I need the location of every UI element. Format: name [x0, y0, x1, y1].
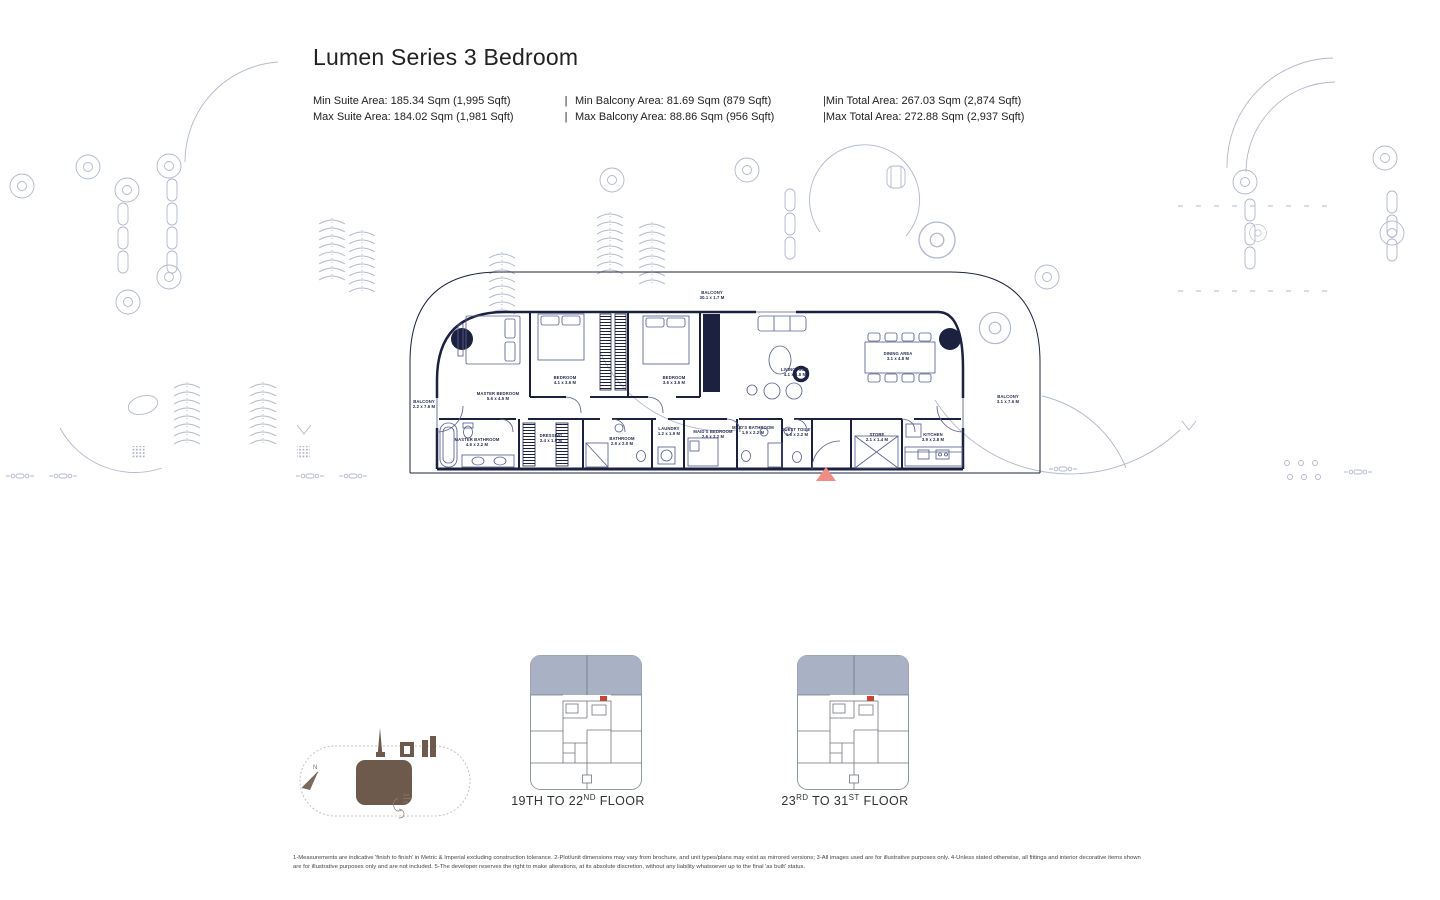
svg-text:LAUNDRY1.2 x 1.9 M: LAUNDRY 1.2 x 1.9 M [657, 426, 681, 436]
disclaimer-text: 1-Measurements are indicative 'finish to finish' in Metric & Imperial excluding construction tolerance. 2-Plot/unit dimensions may vary from brochure, and unit types/plans may exist as mirrored versions; 3-All images used are for illustrative purposes only. 4-Unless stated otherwise, all fittings and interior decorative items shown are for illustrative purposes only and are not included. 5-The developer reserves the right to make alterations, at its absolute discretion, without any liability whatsoever up to the final 'as built' status. [293, 855, 1141, 871]
column [939, 328, 961, 350]
svg-text:LIVING AREA4.1 x 4.8 M: LIVING AREA 4.1 x 4.8 M [780, 367, 810, 377]
landscape-decor [6, 58, 1404, 480]
north-arrow-icon [302, 765, 318, 790]
svg-text:BATHROOM2.9 x 2.0 M: BATHROOM 2.9 x 2.0 M [609, 436, 635, 446]
svg-text:BALCONY3.1 x 7.6 M: BALCONY 3.1 x 7.6 M [996, 394, 1020, 404]
spec-divider: | [564, 95, 568, 107]
page-title: Lumen Series 3 Bedroom [313, 44, 579, 70]
floor-range-label-2: 23RD TO 31ST FLOOR [781, 793, 909, 809]
svg-text:BEDROOM4.1 x 3.6 M: BEDROOM 4.1 x 3.6 M [553, 375, 577, 385]
floor-plan [410, 272, 1040, 481]
tv-wall-block [703, 314, 720, 392]
floor-range-label-1: 19TH TO 22ND FLOOR [511, 793, 645, 809]
highlight-band [531, 656, 642, 696]
min-total-area: |Min Total Area: 267.03 Sqm (2,874 Sqft) [823, 95, 1022, 107]
column [451, 328, 473, 350]
svg-text:DRESSING2.4 x 1.9 M: DRESSING 2.4 x 1.9 M [539, 433, 563, 443]
svg-text:KITCHEN3.9 x 2.8 M: KITCHEN 3.9 x 2.8 M [921, 432, 945, 442]
svg-text:MASTER BATHROOM4.6 x 2.2 M: MASTER BATHROOM 4.6 x 2.2 M [454, 437, 500, 447]
unit-location-marker [600, 696, 607, 701]
svg-text:BEDROOM3.6 x 3.5 M: BEDROOM 3.6 x 3.5 M [662, 375, 686, 385]
min-balcony-area: Min Balcony Area: 81.69 Sqm (879 Sqft) [575, 95, 772, 107]
highlight-band [798, 656, 909, 696]
spec-divider: | [564, 111, 568, 123]
skyline-icon [376, 728, 436, 757]
site-plan [300, 728, 470, 818]
unit-location-marker [867, 696, 874, 701]
max-balcony-area: Max Balcony Area: 88.86 Sqm (956 Sqft) [575, 111, 775, 123]
svg-text:BALCONY2.2 x 7.6 M: BALCONY 2.2 x 7.6 M [412, 399, 436, 409]
svg-text:STORE2.1 x 1.4 M: STORE 2.1 x 1.4 M [865, 432, 889, 442]
svg-text:MAID'S BEDROOM2.6 x 3.2 M: MAID'S BEDROOM 2.6 x 3.2 M [693, 429, 733, 439]
svg-text:GUEST TOILET1.6 x 2.2 M: GUEST TOILET 1.6 x 2.2 M [781, 427, 813, 437]
max-total-area: |Max Total Area: 272.88 Sqm (2,937 Sqft) [823, 111, 1025, 123]
svg-text:BALCONY30.1 x 1.7 M: BALCONY 30.1 x 1.7 M [699, 290, 725, 300]
key-plan-1 [531, 656, 642, 790]
key-plan-2 [798, 656, 909, 790]
min-suite-area: Min Suite Area: 185.34 Sqm (1,995 Sqft) [313, 95, 511, 107]
svg-text:MASTER BEDROOM5.6 x 4.5 M: MASTER BEDROOM 5.6 x 4.5 M [476, 391, 520, 401]
svg-text:MAID'S BATHROOM1.9 x 2.2 M: MAID'S BATHROOM 1.9 x 2.2 M [732, 425, 774, 435]
max-suite-area: Max Suite Area: 184.02 Sqm (1,981 Sqft) [313, 111, 514, 123]
svg-text:N: N [313, 765, 318, 771]
svg-text:DINING AREA3.1 x 4.8 M: DINING AREA 3.1 x 4.8 M [883, 351, 913, 361]
